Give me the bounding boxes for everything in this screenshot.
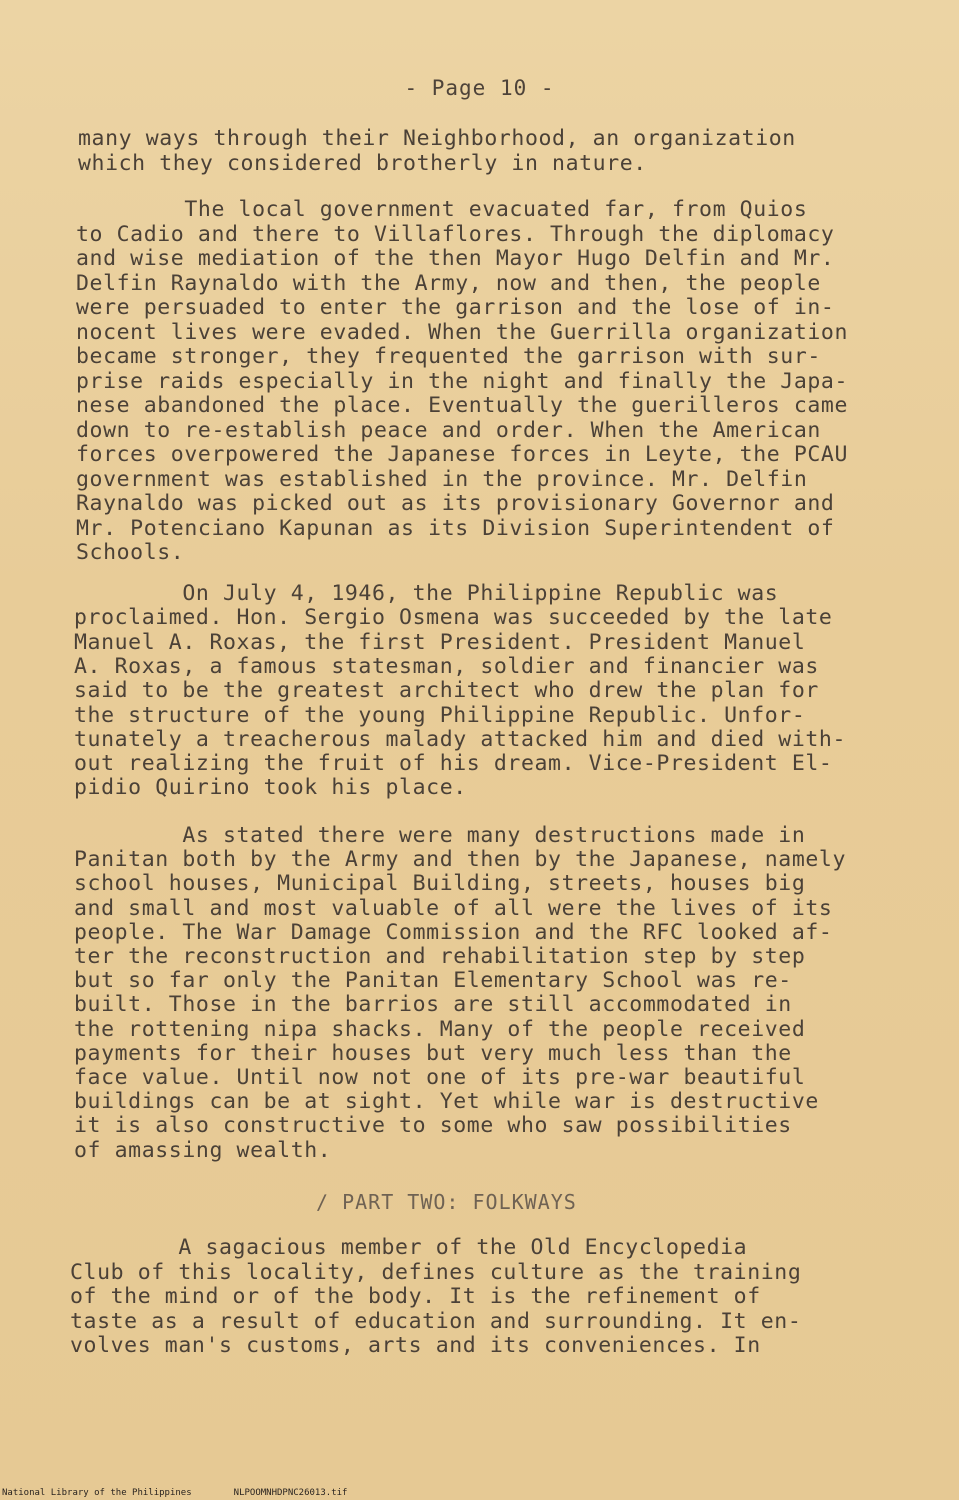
text-line: of amassing wealth. [74,1137,332,1163]
text-line: On July 4, 1946, the Philippine Republic was [74,581,779,606]
text-line: of the mind or of the body. It is the refinement of [70,1284,761,1309]
scan-footer [2,1488,389,1498]
text-line: many ways through their Neighborhood, an organization [78,126,796,151]
text-line: school houses, Municipal Building, streets, houses big [74,871,806,897]
text-line: to Cadio and there to Villaflores. Through the diplomacy [76,221,835,247]
text-line: built. Those in the barrios are still accommodated in [74,992,792,1018]
library-credit: National Library of the Philippines [2,1488,192,1498]
text-line: nese abandoned the place. Eventually the guerilleros came [76,393,849,418]
text-line: were persuaded to enter the garrison and the lose of in- [76,295,835,320]
text-line: but so far only the Panitan Elementary School was re- [74,968,792,994]
text-line: A. Roxas, a famous statesman, soldier and financier was [74,653,819,679]
text-line: it is also constructive to some who saw possibilities [74,1113,792,1139]
text-line: prise raids especially in the night and finally the Japa- [76,368,849,394]
text-line: volves man's customs, arts and its conveniences. In [70,1333,761,1358]
text-line: government was established in the province. Mr. Delfin [76,466,808,492]
text-line: taste as a result of education and surrounding. It en- [70,1308,802,1334]
section-heading: ∕ PART TWO: FOLKWAYS [316,1190,577,1214]
text-line: the rottening nipa shacks. Many of the people received [74,1016,806,1042]
text-line: and wise mediation of the then Mayor Hugo Delfin and Mr. [76,246,835,271]
text-line: Panitan both by the Army and then by the Japanese, namely [74,847,847,873]
text-line: Manuel A. Roxas, the first President. President Manuel [74,629,806,655]
text-line: Delfin Raynaldo with the Army, now and then, the people [76,270,821,296]
text-line: became stronger, they frequented the garrison with sur- [76,344,821,369]
text-line: out realizing the fruit of his dream. Vice-President El- [74,751,833,777]
text-line: tunately a treacherous malady attacked him and died with- [74,726,847,752]
text-line: nocent lives were evaded. When the Guerrilla organization [76,319,849,345]
page-number-header: - Page 10 - [404,76,555,100]
text-line: which they considered brotherly in nature. [78,150,647,176]
text-line: and small and most valuable of all were the lives of its [74,895,833,921]
text-line: the structure of the young Philippine Republic. Unfor- [74,702,806,728]
text-line: A sagacious member of the Old Encyclopedia [70,1235,748,1260]
text-line: payments for their houses but very much less than the [74,1040,792,1066]
text-line: down to re-establish peace and order. When the American [76,417,821,443]
text-line: Club of this locality, defines culture as the training [70,1259,802,1285]
text-line: pidio Quirino took his place. [74,775,467,801]
text-line: proclaimed. Hon. Sergio Osmena was succeeded by the late [74,605,833,631]
text-line: ter the reconstruction and rehabilitation step by step [74,944,806,969]
text-line: Mr. Potenciano Kapunan as its Division Superintendent of [76,515,835,541]
file-identifier: NLPOOMNHDPNC26013.tif [233,1488,348,1498]
text-line: Schools. [76,540,185,565]
text-line: people. The War Damage Commission and the RFC looked af- [74,919,833,945]
text-line: The local government evacuated far, from Quios [76,197,808,222]
text-line: Raynaldo was picked out as its provisionary Governor and [76,491,835,516]
text-line: buildings can be at sight. Yet while war is destructive [74,1089,819,1115]
text-line: As stated there were many destructions made in [74,823,806,848]
text-line: forces overpowered the Japanese forces in Leyte, the PCAU [76,442,849,467]
text-line: said to be the greatest architect who drew the plan for [74,678,819,704]
text-line: face value. Until now not one of its pre-war beautiful [74,1065,806,1090]
